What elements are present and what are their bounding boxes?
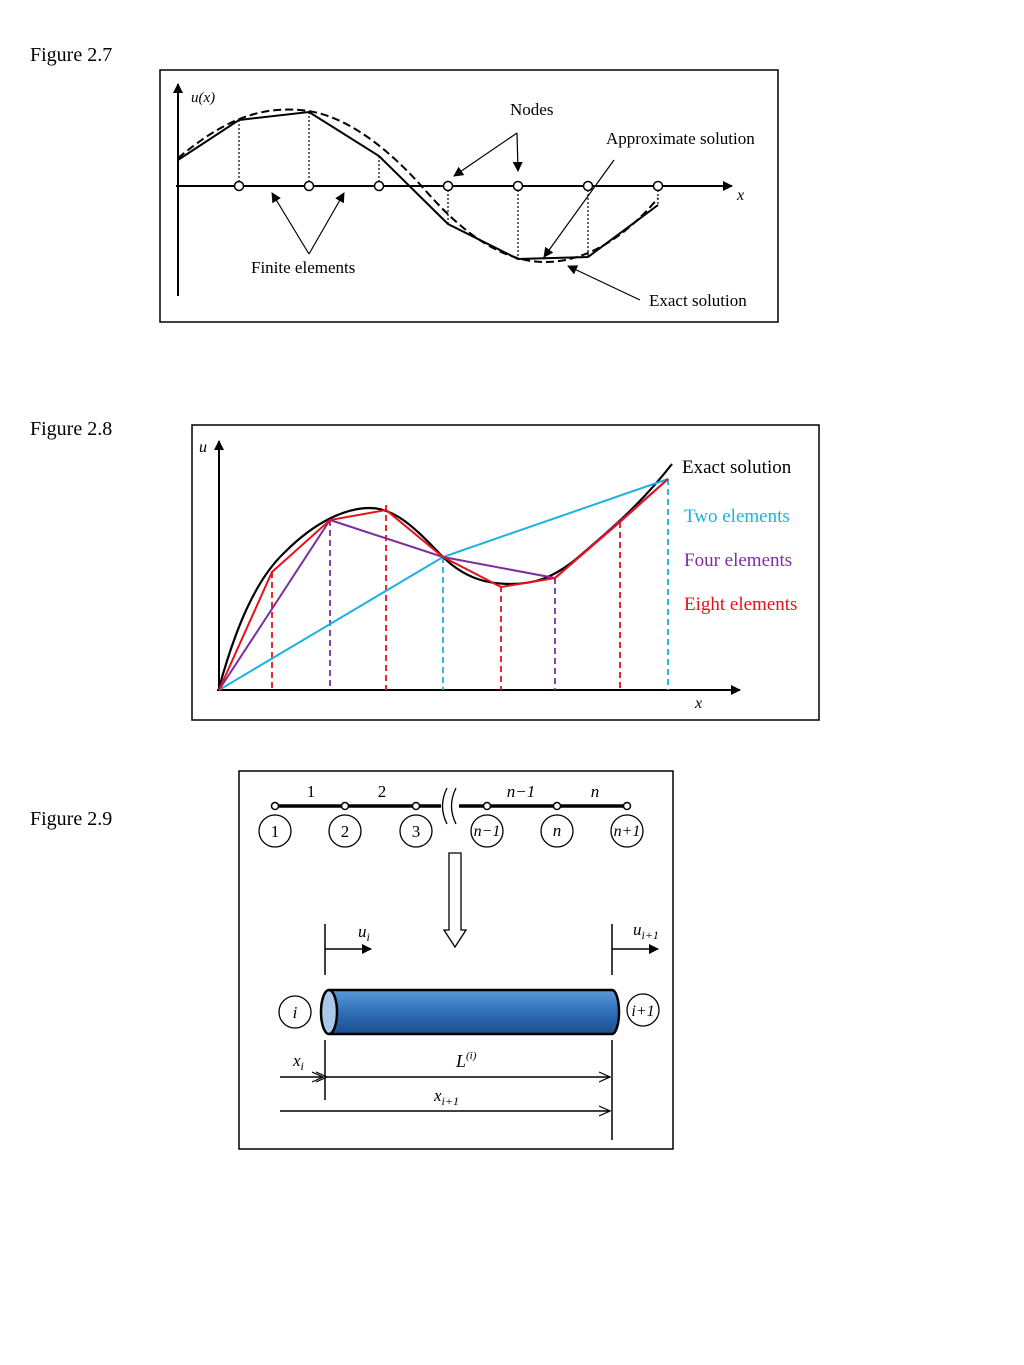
fig9-disp-i-label: $u_i$ (358, 922, 370, 944)
fig9-frame (239, 771, 673, 1149)
fig9-node-number: 2 (340, 822, 350, 841)
fig7-frame (160, 70, 778, 322)
fig8-exact-curve (219, 464, 672, 688)
fig9-mesh-node (554, 803, 561, 810)
fig7-elements-arrow-left (272, 193, 309, 254)
fig7-finite-elements-label: Finite elements (251, 258, 356, 277)
fig9-node-i-label: i (292, 1003, 298, 1022)
fig9-element-number: 2 (377, 782, 387, 801)
fig9-mesh-node (342, 803, 349, 810)
figure-2-9-label: Figure 2.9 (30, 808, 113, 830)
fig7-elements-arrow-right (309, 193, 344, 254)
fig9-node-number: n (552, 821, 562, 840)
fig9-down-arrow-icon (444, 853, 466, 947)
fig9-element-number: 1 (306, 782, 316, 801)
figure-2-8-label: Figure 2.8 (30, 418, 113, 440)
fig7-nodes-arrow-down (517, 133, 518, 171)
fig9-mesh-node (272, 803, 279, 810)
fig9-xi1-label: $x_{i+1}$ (434, 1086, 459, 1108)
fig9-element-number: n−1 (506, 782, 536, 801)
fig8-legend-four: Four elements (684, 550, 793, 571)
fig7-approx-label: Approximate solution (606, 129, 755, 148)
figure-2-7 (160, 70, 778, 322)
figure-2-9 (239, 771, 673, 1149)
fig7-node (584, 182, 593, 191)
fig7-x-label: x (737, 187, 745, 204)
fig7-node (235, 182, 244, 191)
fig9-node-i1-label: i+1 (631, 1003, 655, 1020)
fig8-legend-exact: Exact solution (682, 457, 792, 478)
fig8-x-label: x (695, 695, 703, 712)
fig7-exact-label: Exact solution (649, 291, 747, 310)
fig9-mesh-node (484, 803, 491, 810)
fig7-exact-arrow (568, 266, 640, 300)
fig7-approx-arrow (544, 160, 614, 257)
figure-2-8 (192, 425, 819, 720)
fig9-bar-right-end (612, 990, 619, 1034)
fig9-mesh-node (413, 803, 420, 810)
fig8-legend-two: Two elements (684, 506, 790, 527)
fig7-node (305, 182, 314, 191)
fig9-xi-label: $x_i$ (293, 1051, 304, 1073)
fig9-node-number: 1 (270, 822, 280, 841)
fig9-break-symbol (443, 788, 457, 824)
fig9-disp-i1-label: $u_{i+1}$ (633, 920, 659, 942)
fig7-node (375, 182, 384, 191)
figure-2-7-label: Figure 2.7 (30, 44, 113, 66)
fig7-node (444, 182, 453, 191)
fig9-mesh-node (624, 803, 631, 810)
fig7-y-label: u(x) (191, 90, 216, 106)
fig7-node (514, 182, 523, 191)
fig9-node-number: n+1 (613, 823, 641, 840)
fig8-y-label: u (199, 439, 207, 456)
fig9-bar-left-end (321, 990, 337, 1034)
fig7-nodes-arrow-left (454, 133, 517, 176)
fig9-element-number: n (590, 782, 600, 801)
fig9-length-label: $L^{(i)}$ (456, 1050, 477, 1071)
fig9-bar-body (329, 990, 612, 1034)
fig8-legend-eight: Eight elements (684, 594, 798, 615)
fig9-node-number: 3 (411, 822, 421, 841)
fig9-node-number: n−1 (473, 823, 501, 840)
fig7-node (654, 182, 663, 191)
fig7-nodes-label: Nodes (510, 100, 554, 119)
